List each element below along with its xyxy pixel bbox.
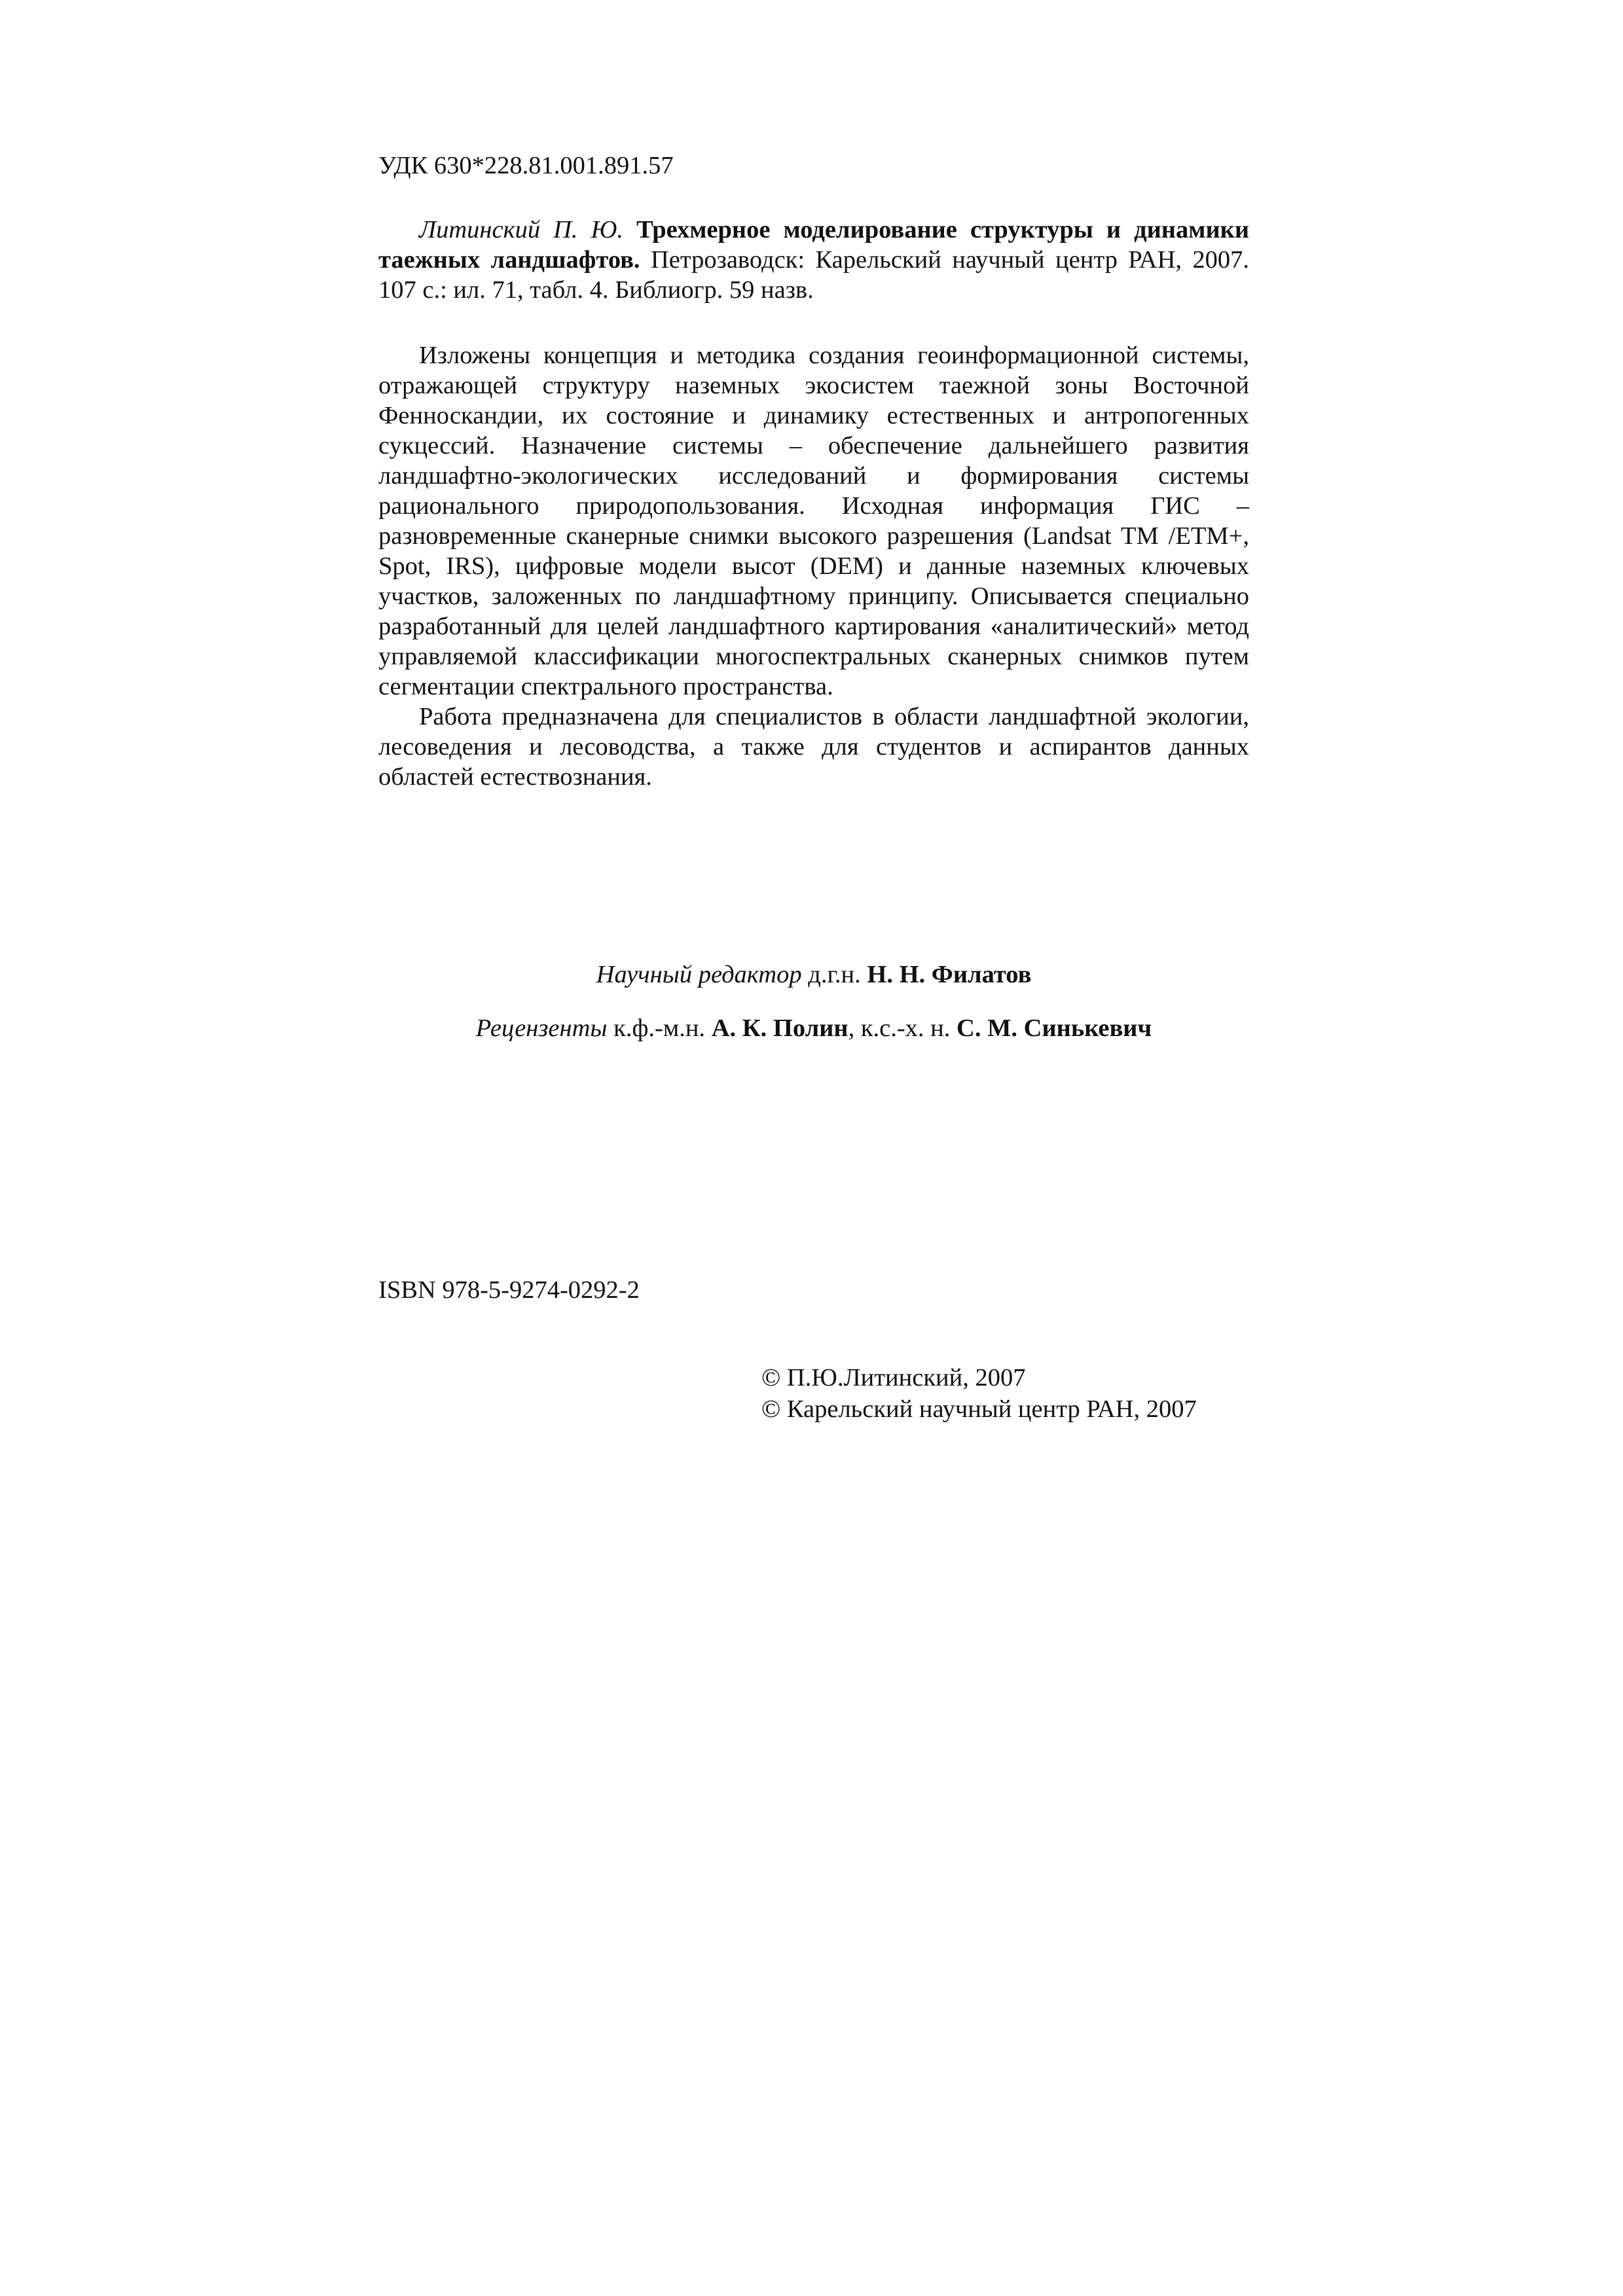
reviewer-separator: ,	[848, 1014, 855, 1042]
imprint-details: Петрозаводск: Карельский научный центр РАН, 2007. 107 с.: ил. 71, табл. 4. Библиогр. 59 назв.	[378, 246, 1250, 304]
reviewers	[378, 1013, 1249, 1043]
bibliographic-record	[378, 215, 1249, 305]
author-name: Литинский П. Ю.	[419, 216, 623, 243]
reviewer-1-degree: к.ф.-м.н.	[613, 1014, 706, 1042]
bibliographic-paragraph	[378, 215, 1249, 305]
editor-name: Н. Н. Филатов	[867, 961, 1032, 988]
copyright-author: © П.Ю.Литинский, 2007	[761, 1364, 1026, 1391]
editor-role: Научный редактор	[596, 961, 802, 988]
reviewer-1-name: А. К. Полин	[711, 1014, 848, 1042]
isbn: ISBN 978-5-9274-0292-2	[378, 1276, 640, 1304]
reviewers-role: Рецензенты	[475, 1014, 608, 1042]
book-title: Трехмерное моделирование структуры и динамики таежных ландшафтов.	[378, 216, 1250, 274]
reviewer-2-degree: к.с.-х. н.	[860, 1014, 951, 1042]
abstract-paragraph-2: Работа предназначена для специалистов в области ландшафтной экологии, лесоведения и лесоводства, а также для студентов и аспирантов данных областей естествознания.	[378, 703, 1249, 791]
reviewer-2-name: С. М. Синькевич	[957, 1014, 1152, 1042]
editor-degree: д.г.н.	[808, 961, 861, 988]
abstract-paragraph-1: Изложены концепция и методика создания геоинформационной системы, отражающей структуру наземных экосистем таежной зоны Восточной Фенноскандии, их состояние и динамику естественных и антропогенных сукцессий. Назначение системы – обеспечение дальнейшего развития ландшафтно-экологических исследований и формирования системы рационального природопользования. Исходная информация ГИС – разновременные сканерные снимки высокого разрешения (Landsat TM /ETM+, Spot, IRS), цифровые модели высот (DEM) и данные наземных ключевых участков, заложенных по ландшафтному принципу. Описывается специально разработанный для целей ландшафтного картирования «аналитический» метод управляемой классификации многоспектральных сканерных снимков путем сегментации спектрального пространства.	[378, 342, 1249, 700]
abstract	[378, 340, 1249, 792]
scientific-editor	[378, 960, 1249, 990]
udk-code: УДК 630*228.81.001.891.57	[378, 152, 674, 179]
copyright-publisher: © Карельский научный центр РАН, 2007	[761, 1395, 1197, 1423]
